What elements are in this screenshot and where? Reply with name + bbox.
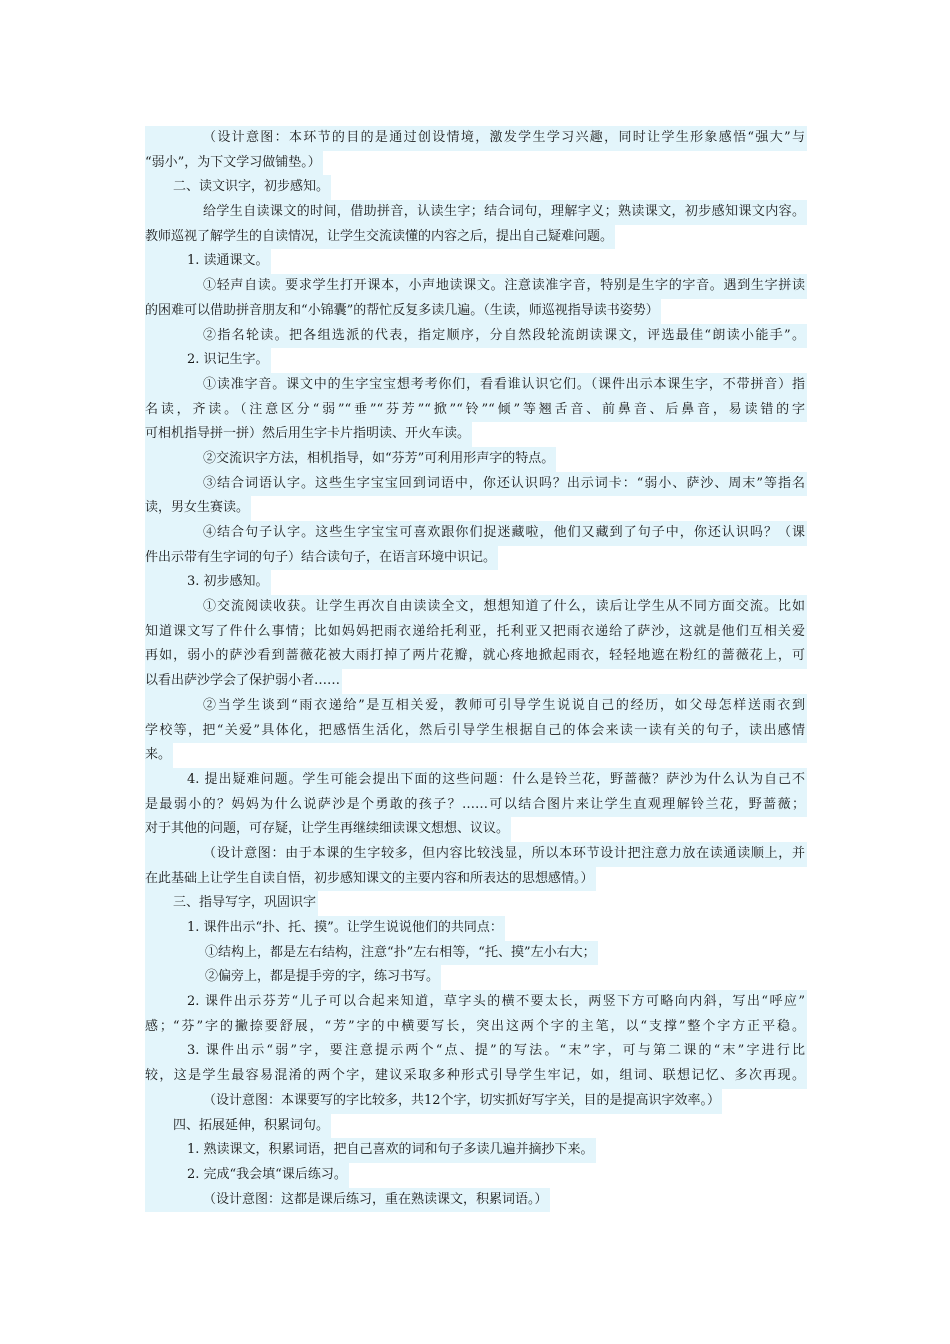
text-line-content: ④结合句子认字。这些生字宝宝可喜欢跟你们捉迷藏啦，他们又藏到了句子中，你还认识吗？（课 xyxy=(145,521,807,546)
text-line xyxy=(145,348,807,373)
text-line-content: 件出示带有生字词的句子）结合读句子，在语言环境中识记。 xyxy=(145,546,498,571)
text-line-content: 给学生自读课文的时间，借助拼音，认读生字；结合词句，理解字义；熟读课文，初步感知课文内容。 xyxy=(145,200,807,225)
text-line-content: （设计意图：这都是课后练习，重在熟读课文，积累词语。） xyxy=(145,1188,550,1213)
text-line-content: 较，这是学生最容易混淆的两个字，建议采取多种形式引导学生牢记，如，组词、联想记忆、多次再现。 xyxy=(145,1064,807,1089)
text-line xyxy=(145,472,807,497)
text-line-content: 教师巡视了解学生的自读情况，让学生交流读懂的内容之后，提出自己疑难问题。 xyxy=(145,225,615,250)
text-line-content: 以看出萨沙学会了保护弱小者…… xyxy=(145,669,342,694)
text-line-content: 1. 读通课文。 xyxy=(145,249,271,274)
text-line xyxy=(145,1188,807,1213)
text-line xyxy=(145,669,807,694)
text-line-content: 2. 课件出示芬芳“儿子可以合起来知道，草字头的横不要太长，两竖下方可略向内斜，写出“呼应” xyxy=(145,990,807,1015)
text-line-content: ①结构上，都是左右结构，注意“扑”左右相等，“托、摸”左小右大； xyxy=(145,941,598,966)
text-line xyxy=(145,496,807,521)
text-line-content: 2. 识记生字。 xyxy=(145,348,271,373)
text-line-content: ②指名轮读。把各组选派的代表，指定顺序，分自然段轮流朗读课文，评选最佳“朗读小能手”。 xyxy=(145,324,807,349)
text-line-content: （设计意图：本课要写的字比较多，共12个字，切实抓好写字关，目的是提高识字效率。） xyxy=(145,1089,722,1114)
text-line xyxy=(145,916,807,941)
text-line-content: （设计意图：由于本课的生字较多，但内容比较浅显，所以本环节设计把注意力放在读通读顺上，并 xyxy=(145,842,807,867)
text-line xyxy=(145,990,807,1015)
text-line-content: 2. 完成“我会填“课后练习。 xyxy=(145,1163,349,1188)
text-line xyxy=(145,249,807,274)
text-line-content: 3. 课件出示“弱”字，要注意提示两个“点、提”的写法。“末”字，可与第二课的“末”字进行比 xyxy=(145,1039,807,1064)
text-line xyxy=(145,175,807,200)
text-line xyxy=(145,1114,807,1139)
text-line xyxy=(145,620,807,645)
text-line xyxy=(145,398,807,423)
text-line-content: ②偏旁上，都是提手旁的字，练习书写。 xyxy=(145,965,441,990)
text-line-content: ①轻声自读。要求学生打开课本，小声地读课文。注意读准字音，特别是生字的字音。遇到生字拼读 xyxy=(145,274,807,299)
text-line xyxy=(145,891,807,916)
text-line xyxy=(145,694,807,719)
text-line-content: ②当学生谈到“雨衣递给”是互相关爱，教师可引导学生说说自己的经历，如父母怎样送雨衣到 xyxy=(145,694,807,719)
text-line xyxy=(145,768,807,793)
text-line xyxy=(145,1064,807,1089)
text-line xyxy=(145,793,807,818)
text-line-content: 四、拓展延伸，积累词句。 xyxy=(145,1114,331,1139)
text-line-content: 是最弱小的？妈妈为什么说萨沙是个勇敢的孩子？……可以结合图片来让学生直观理解铃兰花，野蔷薇； xyxy=(145,793,807,818)
text-line xyxy=(145,842,807,867)
text-line-content: 的困难可以借助拼音朋友和“小锦囊”的帮忙反复多读几遍。（生读，师巡视指导读书姿势） xyxy=(145,299,661,324)
text-line xyxy=(145,965,807,990)
text-line-content: 4. 提出疑难问题。学生可能会提出下面的这些问题：什么是铃兰花，野蔷薇？萨沙为什么认为自己不 xyxy=(145,768,807,793)
text-line xyxy=(145,1089,807,1114)
text-line xyxy=(145,1015,807,1040)
text-line-content: 名读，齐读。（注意区分“弱”“垂”“芬芳”“掀”“铃”“倾”等翘舌音、前鼻音、后鼻音，易读错的字 xyxy=(145,398,807,423)
text-line-content: 读，男女生赛读。 xyxy=(145,496,251,521)
text-line-content: 对于其他的问题，可存疑，让学生再继续细读课文想想、议议。 xyxy=(145,817,511,842)
text-line-content: 1. 课件出示“扑、托、摸”。让学生说说他们的共同点： xyxy=(145,916,505,941)
text-line-content: 可相机指导拼一拼）然后用生字卡片指明读、开火车读。 xyxy=(145,422,472,447)
text-line xyxy=(145,595,807,620)
document-body xyxy=(145,126,807,1212)
text-line xyxy=(145,1163,807,1188)
text-line xyxy=(145,151,807,176)
text-line xyxy=(145,422,807,447)
text-line xyxy=(145,521,807,546)
text-line xyxy=(145,1039,807,1064)
text-line xyxy=(145,324,807,349)
text-line-content: ①交流阅读收获。让学生再次自由读读全文，想想知道了什么，读后让学生从不同方面交流。比如 xyxy=(145,595,807,620)
text-line xyxy=(145,743,807,768)
text-line xyxy=(145,126,807,151)
text-line xyxy=(145,1138,807,1163)
text-line-content: 1. 熟读课文，积累词语，把自己喜欢的词和句子多读几遍并摘抄下来。 xyxy=(145,1138,596,1163)
text-line-content: 知道课文写了件什么事情；比如妈妈把雨衣递给托利亚，托利亚又把雨衣递给了萨沙，这就是他们互相关爱 xyxy=(145,620,807,645)
text-line xyxy=(145,570,807,595)
text-line xyxy=(145,225,807,250)
text-line-content: 二、读文识字，初步感知。 xyxy=(145,175,331,200)
text-line-content: 3. 初步感知。 xyxy=(145,570,271,595)
text-line-content: ②交流识字方法，相机指导，如“芬芳”可利用形声字的特点。 xyxy=(145,447,556,472)
text-line-content: 学校等，把“关爱”具体化，把感悟生活化，然后引导学生根据自己的体会来读一读有关的句子，读出感情 xyxy=(145,719,807,744)
text-line xyxy=(145,447,807,472)
text-line-content: ③结合词语认字。这些生字宝宝回到词语中，你还认识吗？出示词卡：“弱小、萨沙、周末”等指名 xyxy=(145,472,807,497)
text-line-content: 感；“芬”字的撇捺要舒展，“芳”字的中横要写长，突出这两个字的主笔，以“支撑”整个字方正平稳。 xyxy=(145,1015,807,1040)
text-line xyxy=(145,867,807,892)
text-line xyxy=(145,546,807,571)
text-line xyxy=(145,644,807,669)
text-line-content: “弱小”，为下文学习做铺垫。） xyxy=(145,151,323,176)
text-line-content: 在此基础上让学生自读自悟，初步感知课文的主要内容和所表达的思想感情。） xyxy=(145,867,596,892)
text-line-content: 三、指导写字，巩固识字 xyxy=(145,891,318,916)
text-line xyxy=(145,200,807,225)
text-line xyxy=(145,719,807,744)
text-line xyxy=(145,274,807,299)
text-line-content: ①读准字音。课文中的生字宝宝想考考你们，看看谁认识它们。（课件出示本课生字，不带拼音）指 xyxy=(145,373,807,398)
text-line-content: 来。 xyxy=(145,743,173,768)
text-line-content: （设计意图：本环节的目的是通过创设情境，激发学生学习兴趣，同时让学生形象感悟“强大”与 xyxy=(145,126,807,151)
text-line xyxy=(145,299,807,324)
text-line xyxy=(145,817,807,842)
text-line xyxy=(145,373,807,398)
text-line-content: 再如，弱小的萨沙看到蔷薇花被大雨打掉了两片花瓣，就心疼地掀起雨衣，轻轻地遮在粉红的蔷薇花上，可 xyxy=(145,644,807,669)
text-line xyxy=(145,941,807,966)
